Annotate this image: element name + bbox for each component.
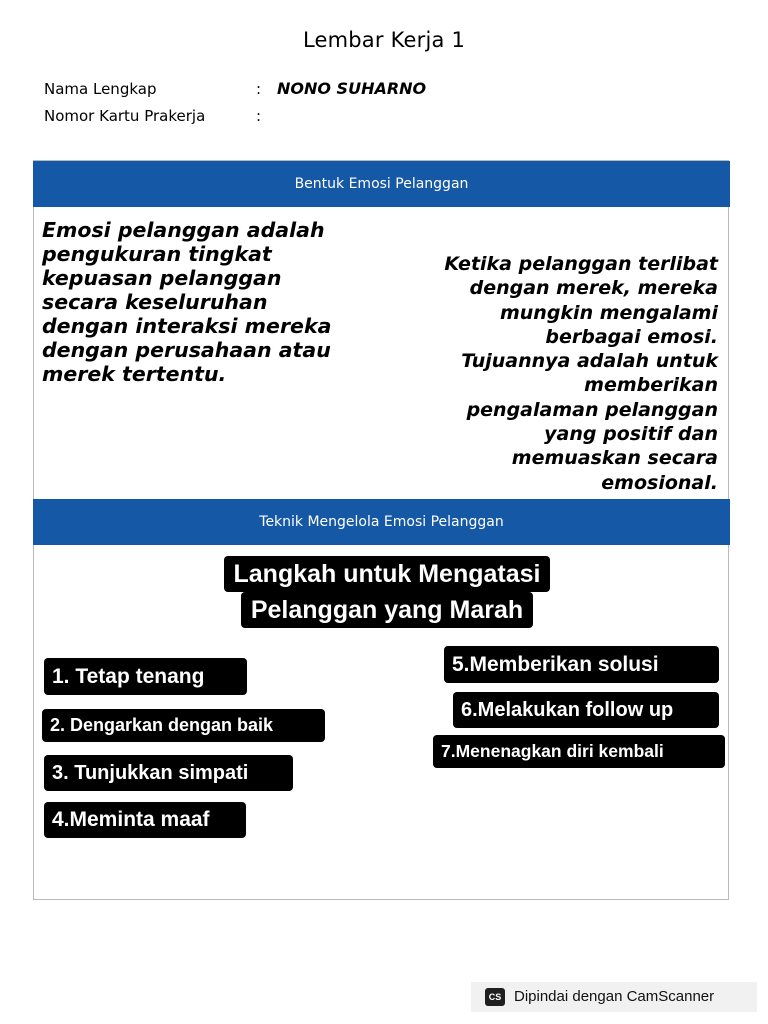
worksheet-title: Lembar Kerja 1	[302, 28, 466, 52]
step-item-6: 6.Melakukan follow up	[453, 692, 719, 728]
step-item-2: 2. Dengarkan dengan baik	[42, 709, 325, 742]
camscanner-watermark	[471, 982, 757, 1012]
steps-title-line-2: Pelanggan yang Marah	[241, 592, 533, 628]
card-number-label: Nomor Kartu Prakerja	[44, 107, 206, 125]
full-name-value: NONO SUHARNO	[277, 79, 427, 98]
full-name-colon: :	[256, 80, 262, 98]
full-name-label: Nama Lengkap	[44, 80, 157, 98]
camscanner-logo-icon: CS	[485, 988, 505, 1006]
step-item-3: 3. Tunjukkan simpati	[44, 755, 293, 791]
section-header-emotion-techniques: Teknik Mengelola Emosi Pelanggan	[33, 499, 730, 545]
camscanner-text: Dipindai dengan CamScanner	[514, 988, 715, 1005]
emotion-definition-text: Emosi pelanggan adalah pengukuran tingkat kepuasan pelanggan secara keseluruhan dengan interaksi mereka dengan perusahaan atau merek tertentu.	[42, 218, 332, 386]
step-item-4: 4.Meminta maaf	[44, 802, 246, 838]
emotion-purpose-text: Ketika pelanggan terlibat dengan merek, mereka mungkin mengalami berbagai emosi. Tujuannya adalah untuk memberikan pengalaman pelanggan yang positif dan memuaskan secara emosional.	[444, 253, 718, 494]
card-number-colon: :	[256, 107, 262, 125]
step-item-1: 1. Tetap tenang	[44, 658, 247, 695]
step-item-7: 7.Menenagkan diri kembali	[433, 735, 725, 768]
step-item-5: 5.Memberikan solusi	[444, 646, 719, 683]
steps-title-line-1: Langkah untuk Mengatasi	[224, 556, 551, 592]
steps-title	[195, 556, 579, 628]
section-header-customer-emotion: Bentuk Emosi Pelanggan	[33, 161, 730, 207]
